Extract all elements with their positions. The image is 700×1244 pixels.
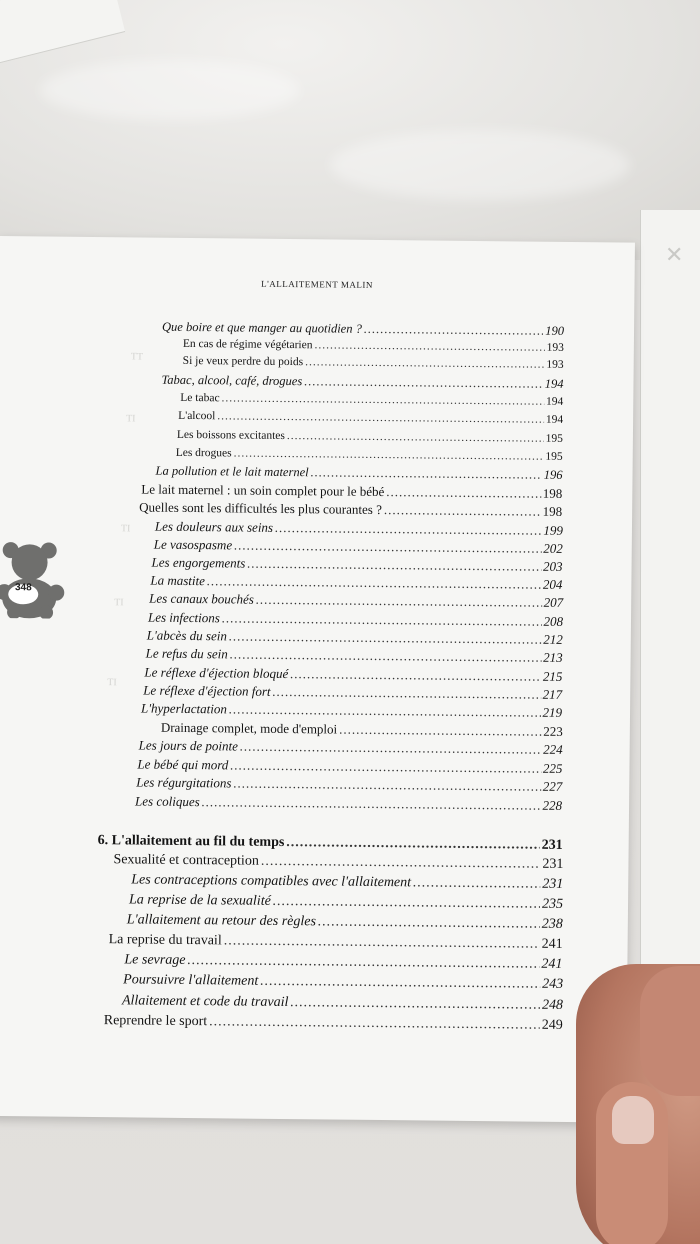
finger [640,966,700,1096]
bedsheet-background [0,0,700,260]
toc-entry-title: Reprendre le sport [103,1013,208,1030]
thumbnail [612,1096,654,1144]
toc-entry [178,410,563,426]
toc-entry-page: 198 [542,503,563,519]
toc-entry-title: L'allaitement au retour des règles [126,912,317,930]
toc-entry-page: 225 [542,760,563,776]
toc-entry [180,392,563,408]
toc-leader [233,775,540,794]
toc-entry-title: Les jours de pointe [138,737,239,754]
toc-entry-page: 231 [542,856,564,872]
toc-entry-page: 212 [543,631,563,647]
toc-entry [177,429,563,445]
page-number: 348 [14,582,32,594]
toc-entry [122,993,563,1014]
toc-entry-title: La reprise de la sexualité [128,892,271,909]
toc-entry [137,756,562,776]
toc-entry-page: 228 [542,797,563,813]
running-head: L'ALLAITEMENT MALIN [261,278,373,290]
toc-entry [162,320,564,339]
toc-leader [240,739,541,758]
toc-entry [131,872,563,893]
toc-leader [217,410,544,425]
toc-entry-title: Si je veux perdre du poids [182,354,304,369]
toc-entry-title: Les douleurs aux seins [154,518,274,535]
toc-entry-title: Les engorgements [151,554,246,571]
toc-leader [305,356,544,371]
toc-entry [136,774,562,794]
toc-entry-title: Le vasospasme [153,536,233,553]
toc-entry-title: Les boissons excitantes [176,428,285,442]
toc-entry-page: 196 [543,467,563,482]
toc-entry-title: Le lait maternel : un soin complet pour le bébé [141,481,385,500]
toc-entry-title: Le bébé qui mord [137,756,229,773]
toc-entry [183,355,564,371]
toc-leader [384,502,541,520]
toc-entry-page: 193 [546,341,564,354]
toc-entry-title: Les coliques [135,793,200,810]
toc-entry-page: 219 [542,704,563,720]
toc-entry-title: La pollution et le lait maternel [155,463,309,480]
toc-entry [109,932,563,953]
toc-entry [139,499,562,519]
toc-entry [127,912,563,933]
toc-entry [123,972,563,993]
toc-entry-page: 241 [541,956,563,972]
toc-entry-title: Le réflexe d'éjection bloqué [144,664,289,682]
toc-leader [261,854,541,873]
toc-leader [209,1014,540,1033]
sheet-fold [40,60,300,120]
toc-entry-page: 202 [543,540,563,556]
bleed-through-glyph: ✕ [665,242,684,267]
table-of-contents: TT TI TI TI TI Que boire et que manger au quotidien ? ..... 190 En cas de régime végétarien ..... 193 Si je veux perdre du poids ..... 193 Tabac, alcool, café, drogues ..... 194 Le tabac ..... 194 L'alcool ..... 194 Les boissons excitantes ..... 195 Les drogues ..... 195 La pollution et le lait maternel ..... 196 Le lait maternel : un soin complet pour le bébé ..... 198 Quelles sont les difficultés les plus courantes ? ..... 198 Les douleurs aux seins ..... 199 Le vasospasme ..... 202 Les engorgements ..... 203 La mastite ..... 204 Les canaux bouchés ..... 207 Les infections ..... 208 L'abcès du sein ..... 212 Le refus du sein ..... 213 Le réflexe d'éjection bloqué ..... 215 Le réflexe d'éjection fort ..... 217 L'hyperlactation ..... 219 Drainage complet, mode d'emploi ..... 223 Les jours de pointe ..... 224 Le bébé qui mord ..... 225 Les régurgitations ..... 227 Les coliques ..... 228 6. L'allaitement au fil du temps ..... 231 Sexualité et contraception ..... 231 Les contraceptions compatibles avec l'allaitement ..... 231 La reprise de la sexualité ..... 235 L'allaitement au retour des règles ..... 238 La reprise du travail ..... 241 Le sevrage ..... 241 Poursuivre l'allaitement ..... 243 Allaitement et code du travail ..... 248 Reprendre le sport ..... 249 [0,236,635,1123]
toc-entry-title: Les drogues [175,446,232,460]
toc-leader [187,953,539,973]
toc-entry-page: 248 [541,997,564,1013]
toc-entry-page: 227 [542,778,563,794]
toc-entry [154,537,563,557]
toc-entry-title: Les canaux bouchés [149,590,254,607]
toc-entry [152,555,563,575]
toc-entry-page: 204 [542,576,563,592]
toc-entry-page: 224 [543,741,563,757]
toc-entry-page: 243 [542,976,564,992]
toc-entry-title: 6. L'allaitement au fil du temps [97,833,285,851]
toc-entry [161,720,563,740]
toc-entry-title: Le refus du sein [145,645,228,662]
toc-entry [139,737,563,757]
toc-entry [141,481,562,501]
toc-entry-title: Le sevrage [124,952,186,968]
toc-leader [318,914,540,932]
toc-entry-title: L'alcool [178,409,216,423]
toc-entry-page: 193 [546,358,564,371]
toc-entry [124,952,562,973]
toc-leader [256,592,542,611]
toc-entry [113,852,563,873]
toc-leader [273,894,540,913]
toc-leader [222,610,542,629]
toc-leader [272,684,540,703]
toc-entry [148,610,563,630]
toc-leader [314,339,544,353]
toc-entry-title: Drainage complet, mode d'emploi [160,719,338,737]
toc-entry-page: 213 [543,649,563,665]
toc-leader [386,484,541,502]
toc-entry-title: Les contraceptions compatibles avec l'allaitement [131,872,412,891]
toc-leader [230,646,541,665]
toc-entry [146,646,563,666]
toc-leader [230,757,541,776]
toc-entry-page: 235 [541,896,564,912]
toc-entry [129,892,563,913]
toc-entry [143,683,562,703]
toc-leader [260,974,540,993]
toc-entry [144,665,562,685]
toc-entry-page: 199 [543,522,564,538]
toc-entry-title: La reprise du travail [108,932,222,949]
facing-page [640,210,700,970]
toc-leader [275,520,542,539]
toc-leader [304,374,543,391]
toc-entry-page: 194 [545,413,564,426]
toc-leader [287,430,544,445]
toc-entry-title: Quelles sont les difficultés les plus courantes ? [139,499,382,518]
toc-leader [286,835,539,854]
toc-entry-page: 194 [545,395,564,408]
toc-entry-title: La mastite [150,572,206,589]
toc-entry-title: L'hyperlactation [140,700,227,717]
toc-entry-title: Que boire et que manger au quotidien ? [161,319,362,336]
toc-entry [155,519,563,539]
toc-entry-title: Le tabac [180,391,220,405]
toc-leader [247,556,541,575]
toc-entry [155,464,562,483]
toc-entry-page: 241 [541,936,563,952]
sheet-fold [330,130,630,200]
toc-leader [229,701,541,720]
toc-entry [135,793,562,813]
toc-entry [183,338,564,354]
toc-entry-title: En cas de régime végétarien [182,337,313,352]
toc-entry-title: Le réflexe d'éjection fort [143,682,271,699]
toc-entry-title: Tabac, alcool, café, drogues [161,372,303,389]
toc-entry-page: 217 [542,686,563,702]
toc-leader [339,722,541,740]
toc-leader [224,933,540,952]
toc-entry-title: Les infections [147,609,220,626]
toc-entry-page: 203 [542,558,563,574]
book-page [0,236,635,1123]
toc-entry-page: 231 [542,876,564,892]
toc-leader [364,322,544,339]
toc-entry-page: 223 [543,723,563,739]
toc-entry-title: L'abcès du sein [146,627,227,644]
toc-entry [150,573,562,593]
toc-entry-page: 249 [541,1017,563,1033]
toc-entry [104,1013,563,1034]
toc-entry-page: 195 [545,450,563,463]
toc-leader [290,995,540,1014]
toc-leader [229,628,542,647]
toc-entry-title: Sexualité et contraception [113,852,259,869]
toc-leader [311,465,542,482]
toc-leader [222,392,545,407]
toc-entry-page: 238 [541,916,563,932]
toc-leader [207,573,541,592]
toc-entry-page: 208 [543,613,564,629]
toc-entry-page: 231 [541,837,563,853]
toc-entry-page: 207 [543,594,564,610]
toc-chapter-entry [98,833,563,854]
toc-entry-page: 198 [542,485,563,501]
toc-leader [413,875,540,892]
toc-entry [149,591,563,611]
toc-leader [234,447,544,462]
toc-entry [161,373,563,392]
toc-entry [141,701,562,721]
toc-entry-title: Allaitement et code du travail [121,993,289,1011]
toc-entry-title: Les régurgitations [136,774,232,791]
toc-entry [176,447,563,463]
toc-entry-page: 195 [545,432,563,445]
toc-entry-page: 215 [542,668,563,684]
toc-leader [290,666,541,685]
toc-entry-page: 190 [545,323,565,338]
toc-entry-page: 194 [544,376,564,391]
toc-entry-title: Poursuivre l'allaitement [123,972,259,989]
toc-leader [202,794,541,814]
toc-leader [234,537,541,556]
toc-entry [147,628,563,648]
